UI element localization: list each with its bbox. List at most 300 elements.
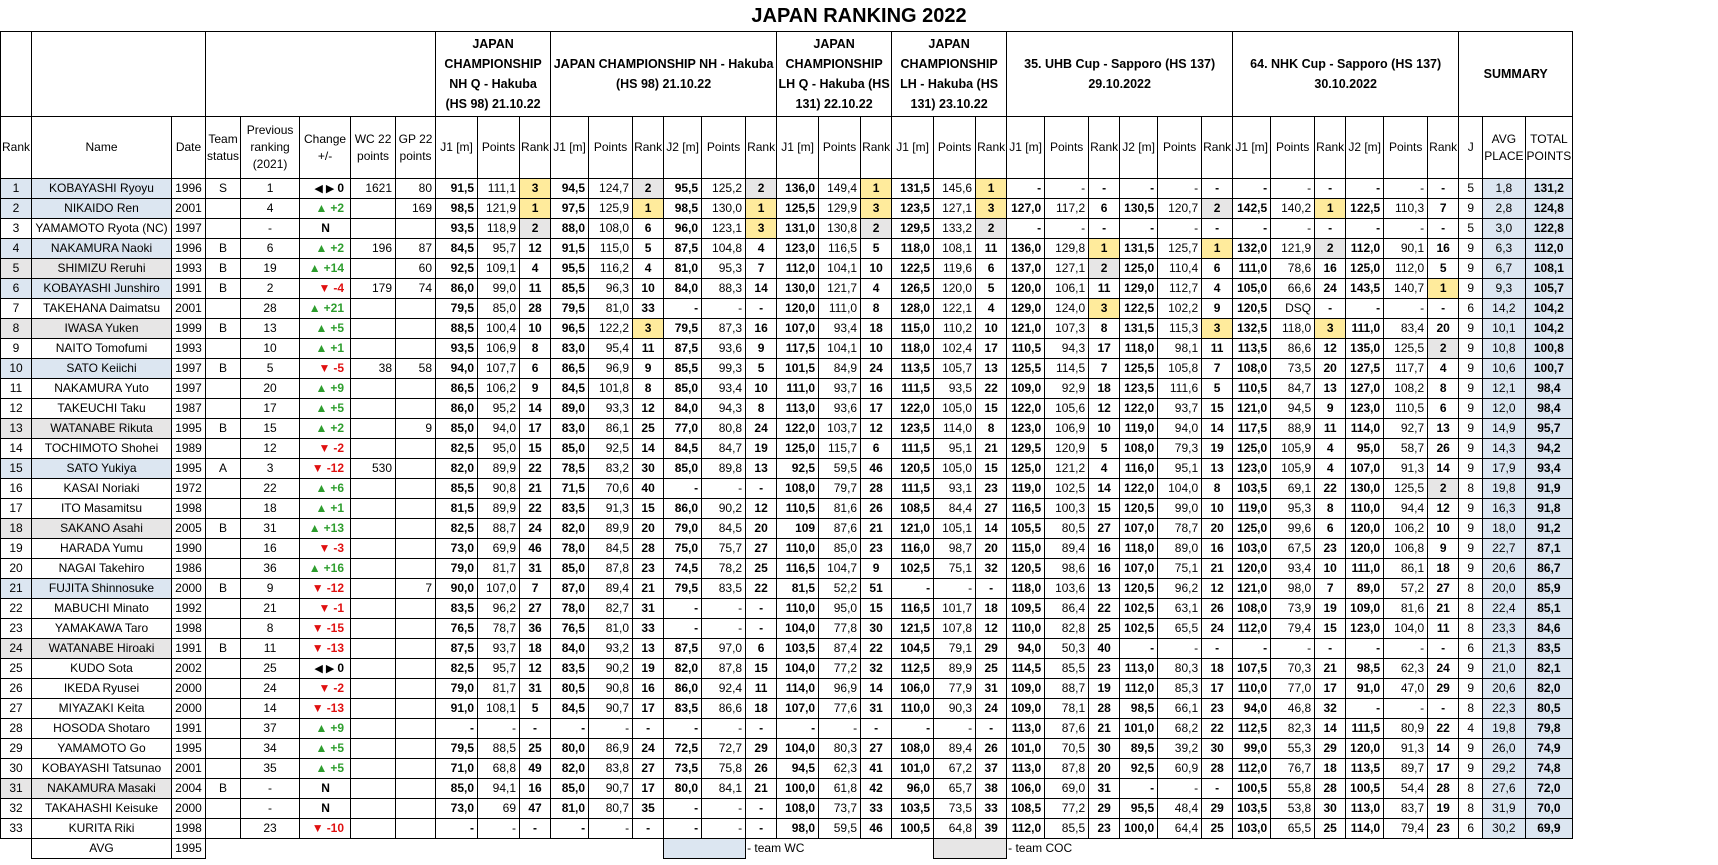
date-cell: 1998 (172, 499, 206, 519)
points-cell: 122,1 (934, 299, 976, 319)
jump-distance-cell: 111,0 (1346, 559, 1384, 579)
result-rank-cell: 8 (520, 339, 551, 359)
jump-distance-cell: 93,5 (436, 219, 478, 239)
result-rank-cell: 14 (1428, 459, 1459, 479)
jump-distance-cell: 83,5 (664, 699, 702, 719)
points-cell: 79,3 (1158, 439, 1202, 459)
jump-distance-cell: 120,0 (1007, 279, 1045, 299)
points-cell: 86,1 (589, 419, 633, 439)
result-rank-cell: - (746, 619, 777, 639)
points-cell: 94,5 (1271, 399, 1315, 419)
result-rank-cell: 8 (746, 399, 777, 419)
prev-rank-cell: 20 (241, 379, 300, 399)
result-rank-cell: 10 (1202, 499, 1233, 519)
col-header-j2: J2 [m] (664, 117, 702, 179)
points-cell: 104,0 (1158, 479, 1202, 499)
jump-distance-cell: - (1120, 779, 1158, 799)
jump-distance-cell: 118,0 (1120, 539, 1158, 559)
result-rank-cell: 21 (1428, 599, 1459, 619)
jump-distance-cell: 113,0 (777, 399, 819, 419)
result-rank-cell: 9 (861, 559, 892, 579)
points-cell: - (819, 719, 861, 739)
rank-cell: 3 (1, 219, 32, 239)
result-rank-cell: 15 (746, 659, 777, 679)
legend-wc-swatch (664, 839, 746, 859)
table-row (1, 639, 1573, 659)
team-cell (206, 679, 241, 699)
points-cell: 73,5 (1271, 359, 1315, 379)
result-rank-cell: 17 (976, 339, 1007, 359)
change-cell (300, 759, 351, 779)
table-row (1, 519, 1573, 539)
col-header-points: Points (934, 117, 976, 179)
gp-points-cell (396, 799, 436, 819)
result-rank-cell: 15 (520, 439, 551, 459)
result-rank-cell: 18 (1089, 379, 1120, 399)
jump-distance-cell: 128,0 (892, 299, 934, 319)
table-row (1, 779, 1573, 799)
jump-distance-cell: 107,0 (777, 319, 819, 339)
avg-place-cell: 23,3 (1483, 619, 1525, 639)
points-cell: 140,7 (1384, 279, 1428, 299)
result-rank-cell: 19 (1315, 599, 1346, 619)
rank-cell: 18 (1, 519, 32, 539)
jump-distance-cell: 86,0 (436, 399, 478, 419)
arrow-down-icon: ▼ (318, 541, 331, 555)
jump-distance-cell: 129,0 (1120, 279, 1158, 299)
change-value: +21 (323, 301, 345, 315)
points-cell: 59,5 (819, 459, 861, 479)
result-rank-cell: 2 (746, 179, 777, 199)
points-cell: 87,6 (819, 519, 861, 539)
page-title: JAPAN RANKING 2022 (751, 5, 967, 27)
change-cell (300, 679, 351, 699)
arrow-up-icon: ▲ (315, 481, 328, 495)
points-cell: 93,4 (819, 319, 861, 339)
jump-distance-cell: 125,0 (1007, 459, 1045, 479)
jump-distance-cell: - (777, 719, 819, 739)
change-cell (300, 539, 351, 559)
jump-distance-cell: 98,5 (436, 199, 478, 219)
jump-distance-cell: 96,5 (551, 319, 589, 339)
jump-distance-cell: 100,5 (1233, 779, 1271, 799)
name-cell: TOCHIMOTO Shohei (32, 439, 172, 459)
jump-distance-cell: 116,5 (892, 599, 934, 619)
change-value: +5 (330, 321, 345, 335)
jump-distance-cell: 105,5 (1007, 519, 1045, 539)
jump-distance-cell: 82,0 (436, 459, 478, 479)
result-rank-cell: 16 (1202, 539, 1233, 559)
rank-cell: 33 (1, 819, 32, 839)
result-rank-cell: 28 (633, 539, 664, 559)
points-cell: 52,2 (819, 579, 861, 599)
jump-distance-cell: 74,5 (664, 559, 702, 579)
rank-cell: 26 (1, 679, 32, 699)
team-cell: B (206, 319, 241, 339)
table-row (1, 419, 1573, 439)
name-cell: ITO Masamitsu (32, 499, 172, 519)
jump-distance-cell: 105,0 (1233, 279, 1271, 299)
change-cell (300, 279, 351, 299)
points-cell: 87,8 (1045, 759, 1089, 779)
jump-distance-cell: 87,5 (664, 339, 702, 359)
team-cell: B (206, 279, 241, 299)
jump-distance-cell: 125,5 (1007, 359, 1045, 379)
jump-distance-cell: 129,0 (1007, 299, 1045, 319)
legend-coc-label: - team COC (1008, 841, 1073, 856)
table-row (1, 659, 1573, 679)
change-cell (300, 499, 351, 519)
col-header-wc: WC 22 points (351, 117, 396, 179)
total-points-cell: 93,4 (1525, 459, 1573, 479)
points-cell: 75,8 (702, 759, 746, 779)
points-cell: 85,0 (819, 539, 861, 559)
result-rank-cell: 28 (520, 299, 551, 319)
jump-distance-cell: - (1346, 179, 1384, 199)
jump-distance-cell: 78,0 (551, 539, 589, 559)
avg-place-cell: 1,8 (1483, 179, 1525, 199)
points-cell: 75,1 (1158, 559, 1202, 579)
result-rank-cell: - (1089, 179, 1120, 199)
jump-distance-cell: 111,0 (1346, 319, 1384, 339)
wc-points-cell (351, 399, 396, 419)
jump-distance-cell: 83,5 (551, 499, 589, 519)
points-cell: 102,2 (1158, 299, 1202, 319)
gp-points-cell (396, 719, 436, 739)
jump-distance-cell: 109,0 (1346, 599, 1384, 619)
result-rank-cell: - (976, 719, 1007, 739)
result-rank-cell: 2 (1428, 479, 1459, 499)
change-value: +5 (330, 741, 345, 755)
jump-distance-cell: 103,5 (1233, 799, 1271, 819)
points-cell: 91,3 (589, 499, 633, 519)
result-rank-cell: 26 (746, 759, 777, 779)
result-rank-cell: 14 (976, 519, 1007, 539)
jumps-count-cell: 9 (1459, 379, 1483, 399)
jump-distance-cell: 85,0 (436, 419, 478, 439)
rank-cell: 10 (1, 359, 32, 379)
jump-distance-cell: 79,5 (436, 739, 478, 759)
name-cell: SATO Yukiya (32, 459, 172, 479)
jump-distance-cell: 89,0 (551, 399, 589, 419)
points-cell: 77,9 (934, 679, 976, 699)
points-cell: 118,0 (1271, 319, 1315, 339)
avg-place-cell: 16,3 (1483, 499, 1525, 519)
jump-distance-cell: 91,5 (436, 179, 478, 199)
change-value: 0 (337, 660, 345, 675)
jump-distance-cell: - (551, 719, 589, 739)
result-rank-cell: - (746, 799, 777, 819)
result-rank-cell: 25 (1202, 819, 1233, 839)
jump-distance-cell: 114,5 (1007, 659, 1045, 679)
result-rank-cell: 19 (1089, 679, 1120, 699)
date-cell: 1992 (172, 599, 206, 619)
points-cell: 116,5 (819, 239, 861, 259)
result-rank-cell: 9 (1428, 539, 1459, 559)
total-points-cell: 98,4 (1525, 379, 1573, 399)
team-cell (206, 739, 241, 759)
result-rank-cell: 10 (976, 319, 1007, 339)
result-rank-cell: 21 (1202, 559, 1233, 579)
prev-rank-cell: - (241, 779, 300, 799)
points-cell: 89,9 (478, 499, 520, 519)
rank-cell: 24 (1, 639, 32, 659)
date-cell: 2000 (172, 799, 206, 819)
prev-rank-cell: 11 (241, 639, 300, 659)
jump-distance-cell: - (1346, 639, 1384, 659)
gp-points-cell (396, 399, 436, 419)
result-rank-cell: 11 (1315, 419, 1346, 439)
result-rank-cell: 2 (1202, 199, 1233, 219)
jump-distance-cell: 110,5 (1233, 379, 1271, 399)
result-rank-cell: 11 (633, 339, 664, 359)
jump-distance-cell: 122,5 (1346, 199, 1384, 219)
team-cell (206, 759, 241, 779)
change-cell (300, 479, 351, 499)
result-rank-cell: 15 (633, 499, 664, 519)
jump-distance-cell: 91,0 (1346, 679, 1384, 699)
total-points-cell: 98,4 (1525, 399, 1573, 419)
jump-distance-cell: - (1233, 179, 1271, 199)
result-rank-cell: - (1428, 699, 1459, 719)
points-cell: - (1158, 639, 1202, 659)
change-value: -2 (333, 681, 345, 695)
prev-rank-cell: 19 (241, 259, 300, 279)
result-rank-cell: 16 (633, 679, 664, 699)
total-points-cell: 79,8 (1525, 719, 1573, 739)
result-rank-cell: 24 (520, 519, 551, 539)
jump-distance-cell: 122,5 (1120, 299, 1158, 319)
points-cell: 78,2 (702, 559, 746, 579)
result-rank-cell: 10 (1428, 519, 1459, 539)
points-cell: 110,4 (1158, 259, 1202, 279)
rank-cell: 17 (1, 499, 32, 519)
points-cell: 94,0 (478, 419, 520, 439)
date-cell: 2000 (172, 699, 206, 719)
change-cell (300, 379, 351, 399)
prev-rank-cell: 3 (241, 459, 300, 479)
points-cell: 115,0 (589, 239, 633, 259)
team-cell: B (206, 419, 241, 439)
wc-points-cell (351, 259, 396, 279)
col-header-rankc: Rank (1428, 117, 1459, 179)
jump-distance-cell: 114,0 (777, 679, 819, 699)
points-cell: 89,4 (934, 739, 976, 759)
points-cell: 82,8 (1045, 619, 1089, 639)
points-cell: 81,6 (1384, 599, 1428, 619)
result-rank-cell: 11 (520, 279, 551, 299)
jump-distance-cell: - (892, 719, 934, 739)
result-rank-cell: 6 (633, 219, 664, 239)
result-rank-cell: - (1315, 299, 1346, 319)
jump-distance-cell: 98,0 (777, 819, 819, 839)
avg-place-cell: 14,3 (1483, 439, 1525, 459)
jumps-count-cell: 9 (1459, 519, 1483, 539)
jump-distance-cell: - (551, 819, 589, 839)
jump-distance-cell: 82,5 (436, 439, 478, 459)
points-cell: 83,7 (1384, 799, 1428, 819)
change-cell (300, 179, 351, 199)
result-rank-cell: 28 (1202, 759, 1233, 779)
gp-points-cell (396, 659, 436, 679)
col-header-rankc: Rank (1315, 117, 1346, 179)
date-cell: 1993 (172, 339, 206, 359)
jump-distance-cell: 135,0 (1346, 339, 1384, 359)
team-cell (206, 799, 241, 819)
arrow-down-icon: ▼ (318, 441, 331, 455)
jump-distance-cell: 78,0 (551, 599, 589, 619)
result-rank-cell: 27 (633, 759, 664, 779)
team-cell (206, 299, 241, 319)
avg-place-cell: 22,4 (1483, 599, 1525, 619)
points-cell: 120,9 (1045, 439, 1089, 459)
header-blank (32, 32, 206, 117)
rank-cell: 23 (1, 619, 32, 639)
points-cell: 95,0 (478, 439, 520, 459)
date-cell: 1991 (172, 719, 206, 739)
points-cell: 77,2 (1045, 799, 1089, 819)
arrow-up-icon: ▲ (308, 561, 321, 575)
points-cell: 78,7 (1158, 519, 1202, 539)
result-rank-cell: 5 (746, 359, 777, 379)
team-cell (206, 199, 241, 219)
points-cell: - (1271, 179, 1315, 199)
jump-distance-cell: 79,5 (664, 319, 702, 339)
result-rank-cell: 14 (1428, 739, 1459, 759)
avg-place-cell: 10,1 (1483, 319, 1525, 339)
jump-distance-cell: 118,0 (892, 339, 934, 359)
points-cell: 103,6 (1045, 579, 1089, 599)
jumps-count-cell: 9 (1459, 419, 1483, 439)
jump-distance-cell: 87,0 (551, 579, 589, 599)
gp-points-cell (396, 739, 436, 759)
jumps-count-cell: 9 (1459, 319, 1483, 339)
jump-distance-cell: 112,0 (1120, 679, 1158, 699)
result-rank-cell: 33 (633, 619, 664, 639)
points-cell: 61,8 (819, 779, 861, 799)
avg-place-cell: 19,8 (1483, 479, 1525, 499)
wc-points-cell (351, 499, 396, 519)
result-rank-cell: 21 (1089, 719, 1120, 739)
result-rank-cell: 46 (520, 539, 551, 559)
points-cell: 80,3 (819, 739, 861, 759)
jump-distance-cell: 142,5 (1233, 199, 1271, 219)
jump-distance-cell: 79,0 (436, 679, 478, 699)
points-cell: - (702, 619, 746, 639)
result-rank-cell: 46 (861, 459, 892, 479)
name-cell: MABUCHI Minato (32, 599, 172, 619)
result-rank-cell: 12 (520, 239, 551, 259)
jump-distance-cell: 71,5 (551, 479, 589, 499)
points-cell: 47,0 (1384, 679, 1428, 699)
result-rank-cell: 1 (520, 199, 551, 219)
name-cell: YAMAKAWA Taro (32, 619, 172, 639)
result-rank-cell: 10 (861, 339, 892, 359)
jump-distance-cell: 84,5 (551, 699, 589, 719)
avg-place-cell: 6,3 (1483, 239, 1525, 259)
jump-distance-cell: 123,0 (1346, 399, 1384, 419)
jump-distance-cell: 125,5 (777, 199, 819, 219)
jump-distance-cell: 82,0 (551, 519, 589, 539)
prev-rank-cell: 35 (241, 759, 300, 779)
jump-distance-cell: 129,5 (892, 219, 934, 239)
points-cell: 124,0 (1045, 299, 1089, 319)
gp-points-cell: 87 (396, 239, 436, 259)
result-rank-cell: 19 (746, 439, 777, 459)
date-cell: 2005 (172, 519, 206, 539)
name-cell: NAITO Tomofumi (32, 339, 172, 359)
result-rank-cell: 20 (746, 519, 777, 539)
result-rank-cell: 13 (1315, 379, 1346, 399)
points-cell: 83,5 (702, 579, 746, 599)
points-cell: 62,3 (819, 759, 861, 779)
change-value: N (321, 801, 330, 815)
change-cell (300, 439, 351, 459)
change-value: -12 (326, 461, 345, 475)
jump-distance-cell: 98,5 (1120, 699, 1158, 719)
jump-distance-cell: 86,0 (436, 279, 478, 299)
rank-cell: 13 (1, 419, 32, 439)
wc-points-cell (351, 739, 396, 759)
jump-distance-cell: 108,0 (1120, 439, 1158, 459)
wc-points-cell (351, 439, 396, 459)
points-cell: 123,1 (702, 219, 746, 239)
jump-distance-cell: 89,5 (1120, 739, 1158, 759)
table-row (1, 479, 1573, 499)
result-rank-cell: 10 (861, 259, 892, 279)
points-cell: 91,3 (1384, 739, 1428, 759)
result-rank-cell: 51 (861, 579, 892, 599)
points-cell: 112,7 (1158, 279, 1202, 299)
points-cell: 125,7 (1158, 239, 1202, 259)
points-cell: 110,5 (1384, 399, 1428, 419)
team-cell (206, 399, 241, 419)
jump-distance-cell: 81,0 (664, 259, 702, 279)
jump-distance-cell: 88,5 (436, 319, 478, 339)
name-cell: NAKAMURA Masaki (32, 779, 172, 799)
points-cell: 120,0 (934, 279, 976, 299)
change-cell (300, 319, 351, 339)
result-rank-cell: 10 (1089, 419, 1120, 439)
wc-points-cell (351, 659, 396, 679)
rank-cell: 6 (1, 279, 32, 299)
name-cell: SHIMIZU Reruhi (32, 259, 172, 279)
result-rank-cell: 5 (633, 239, 664, 259)
col-header-prev: Previous ranking (2021) (241, 117, 300, 179)
result-rank-cell: 4 (1428, 359, 1459, 379)
change-value: +6 (330, 481, 345, 495)
change-value: +16 (323, 561, 345, 575)
avg-place-cell: 12,0 (1483, 399, 1525, 419)
jump-distance-cell: 112,0 (1346, 239, 1384, 259)
jump-distance-cell: 92,5 (777, 459, 819, 479)
rank-cell: 31 (1, 779, 32, 799)
avg-place-cell: 26,0 (1483, 739, 1525, 759)
result-rank-cell: 20 (976, 539, 1007, 559)
gp-points-cell: 60 (396, 259, 436, 279)
points-cell: 89,9 (478, 459, 520, 479)
result-rank-cell: 25 (1089, 619, 1120, 639)
result-rank-cell: 28 (1428, 779, 1459, 799)
name-cell: TAKEUCHI Taku (32, 399, 172, 419)
result-rank-cell: 24 (861, 359, 892, 379)
date-cell: 1998 (172, 619, 206, 639)
jump-distance-cell: 85,0 (664, 379, 702, 399)
points-cell: 106,2 (1384, 519, 1428, 539)
points-cell: 80,7 (589, 799, 633, 819)
points-cell: 92,7 (1384, 419, 1428, 439)
result-rank-cell: 3 (1315, 319, 1346, 339)
